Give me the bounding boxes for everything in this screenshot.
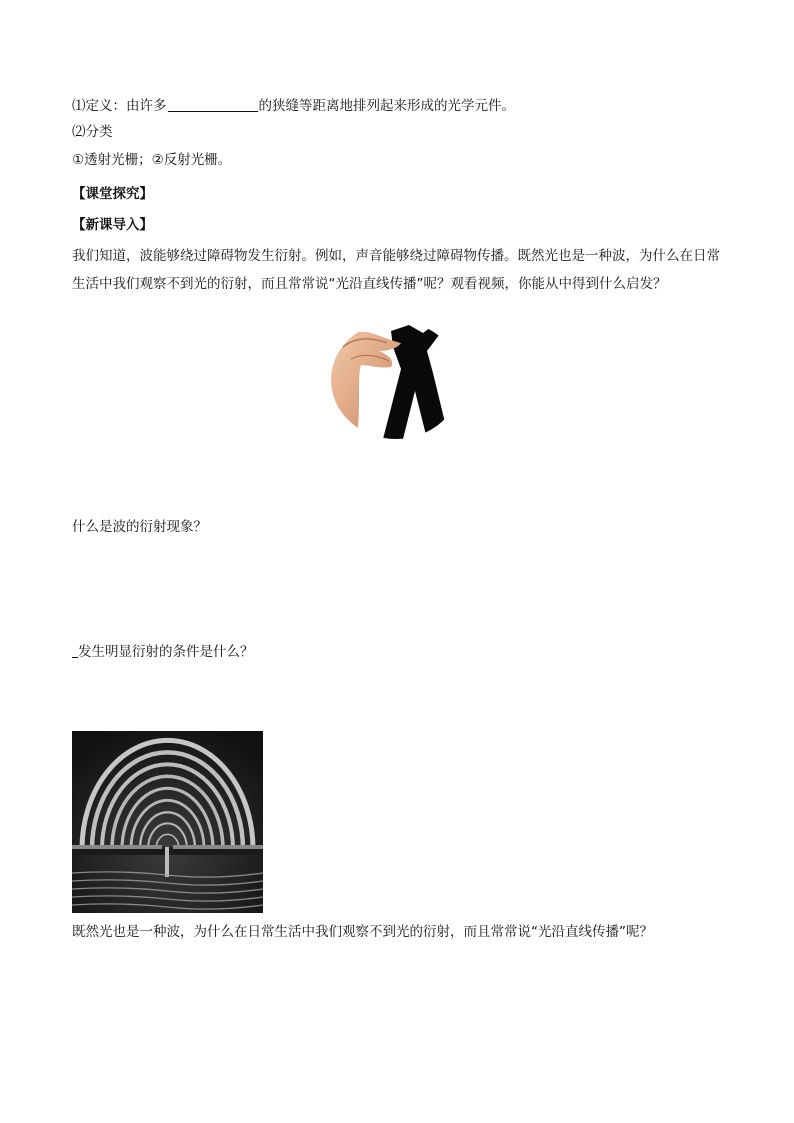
definition-suffix: 的狭缝等距离地排列起来形成的光学元件。 bbox=[258, 98, 515, 114]
question-light-diffraction: 既然光也是一种波，为什么在日常生活中我们观察不到光的衍射，而且常常说“光沿直线传播”呢？ bbox=[72, 924, 653, 940]
fill-in-blank bbox=[168, 97, 258, 112]
classify-label: ⑵分类 bbox=[72, 124, 113, 140]
definition-line bbox=[72, 96, 515, 116]
intro-paragraph: 我们知道，波能够绕过障碍物发生衍射。例如，声音能够绕过障碍物传播。既然光也是一种波，为什么在日常生活中我们观察不到光的衍射，而且常常说“光沿直线传播”呢？观看视频，你能从中得到什么启发？ bbox=[72, 248, 720, 292]
question-condition: 发生明显衍射的条件是什么？ bbox=[78, 644, 254, 660]
definition-prefix: ⑴定义：由许多 bbox=[72, 98, 167, 114]
question-diffraction: 什么是波的衍射现象？ bbox=[72, 519, 207, 535]
section-explore-heading: 【课堂探究】 bbox=[72, 186, 153, 202]
section-intro-heading: 【新课导入】 bbox=[72, 217, 153, 233]
question-condition-line bbox=[72, 642, 254, 662]
water-wave-diffraction-image bbox=[72, 731, 263, 913]
types-line: ①透射光栅；②反射光栅。 bbox=[72, 152, 232, 168]
hand-shadow-image bbox=[331, 321, 461, 439]
